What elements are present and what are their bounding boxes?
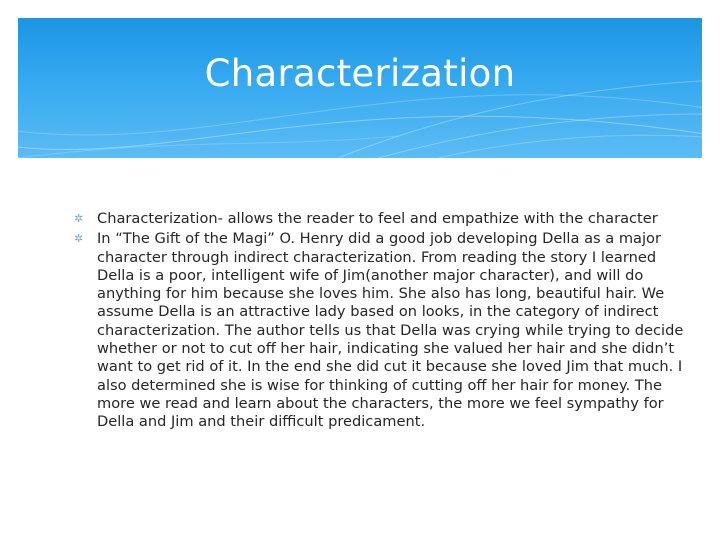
bullet-text: In “The Gift of the Magi” O. Henry did a good job developing Della as a major character through indirect characterization. From reading the story I learned Della is a poor, intelligent wife of Jim(another major character), and will do anything for him because she loves him. She also has long, beautiful hair. We assume Della is an attractive lady based on looks, in the category of indirect characterization. The author tells us that Della was crying while trying to decide whether or not to cut off her hair, indicating she valued her hair and she didn’t want to get rid of it. In the end she did cut it because she loved Jim that much. I also determined she is wise for thinking of cutting off her hair for money. The more we read and learn about the characters, the more we feel sympathy for Della and Jim and their difficult predicament. — [97, 230, 684, 431]
slide-title: Characterization — [204, 52, 516, 95]
bullet-item-definition — [74, 210, 684, 228]
bullet-item-gift-of-the-magi — [74, 230, 684, 431]
bullet-star-icon: ✲ — [74, 212, 84, 225]
bullet-text: Characterization- allows the reader to feel and empathize with the character — [97, 210, 658, 227]
bullet-list — [74, 210, 684, 434]
bullet-star-icon: ✲ — [74, 232, 84, 246]
